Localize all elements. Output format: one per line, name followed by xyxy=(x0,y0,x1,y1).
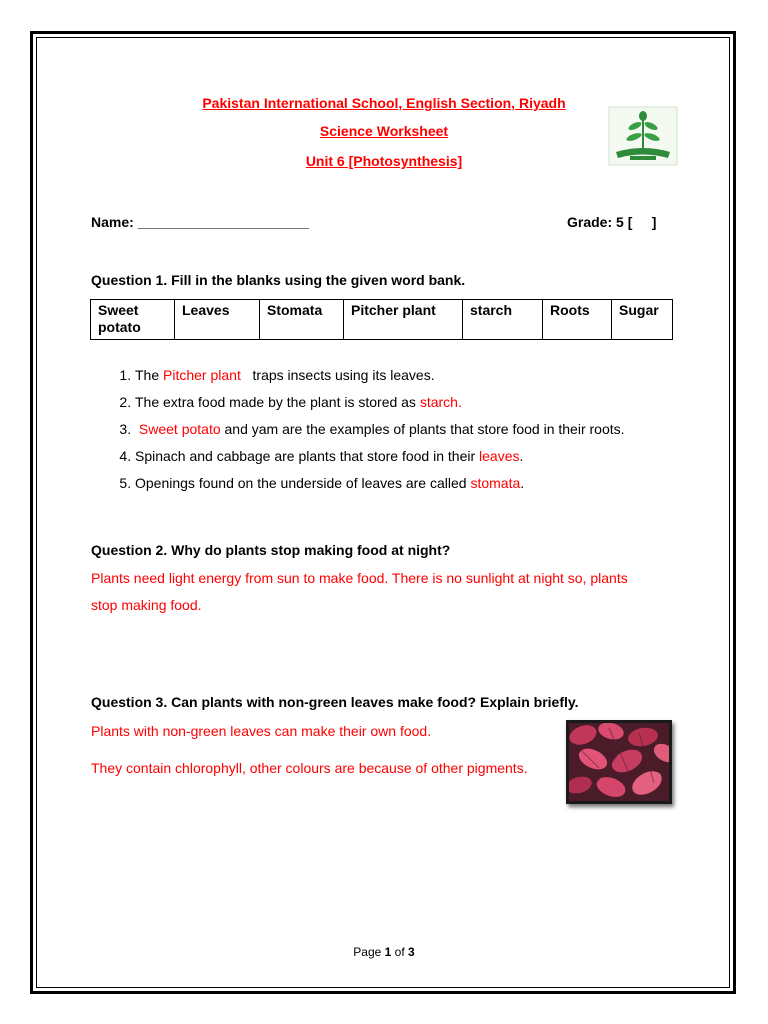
answer-text: Sweet potato xyxy=(138,421,221,437)
word-bank-cell: Sweet potato xyxy=(91,300,175,340)
word-bank-cell: starch xyxy=(463,300,543,340)
page-footer: Page 1 of 3 xyxy=(353,945,415,959)
page-border-inner xyxy=(36,37,730,988)
red-leaves-image-icon xyxy=(569,723,669,801)
question-1-title: Question 1. Fill in the blanks using the given word bank. xyxy=(91,272,466,288)
answer-text: leaves xyxy=(479,448,520,464)
list-item: 1. The Pitcher plant traps insects using its leaves. xyxy=(135,366,625,393)
coleus-leaves-photo xyxy=(566,720,672,804)
answer-text: Pitcher plant xyxy=(163,367,241,383)
word-bank-cell: Pitcher plant xyxy=(344,300,463,340)
word-bank-cell: Roots xyxy=(543,300,612,340)
page-number: 1 xyxy=(384,945,392,959)
question-3-answer-line-1: Plants with non-green leaves can make their own food. xyxy=(91,723,432,739)
question-2-answer-line-1: Plants need light energy from sun to make food. There is no sunlight at night so, plants xyxy=(91,570,628,586)
list-item: 4. Spinach and cabbage are plants that store food in their leaves. xyxy=(135,447,625,474)
word-bank-table xyxy=(90,299,673,340)
school-logo-icon xyxy=(608,106,678,166)
list-item: 5. Openings found on the underside of leaves are called stomata. xyxy=(135,474,625,501)
word-bank-cell: Stomata xyxy=(260,300,344,340)
word-bank-cell: Sugar xyxy=(612,300,673,340)
fill-in-blanks-list xyxy=(90,366,625,501)
question-3-answer-line-2: They contain chlorophyll, other colours are because of other pigments. xyxy=(91,760,528,776)
answer-text: stomata xyxy=(470,475,521,491)
list-item: 3. Sweet potato and yam are the examples of plants that store food in their roots. xyxy=(135,420,625,447)
unit-title: Unit 6 [Photosynthesis] xyxy=(305,153,463,169)
list-item: 2. The extra food made by the plant is stored as starch. xyxy=(135,393,625,420)
word-bank-cell: Leaves xyxy=(175,300,260,340)
page-total: 3 xyxy=(408,945,415,959)
question-2-title: Question 2. Why do plants stop making food at night? xyxy=(91,542,451,558)
grade-label: Grade: 5 [ ] xyxy=(567,214,657,230)
name-label: Name: ______________________ xyxy=(91,214,309,230)
question-3-title: Question 3. Can plants with non-green leaves make food? Explain briefly. xyxy=(91,694,579,710)
question-2-answer-line-2: stop making food. xyxy=(91,597,202,613)
school-title: Pakistan International School, English Section, Riyadh xyxy=(202,95,566,111)
answer-text: starch. xyxy=(419,394,462,410)
worksheet-title: Science Worksheet xyxy=(319,123,449,139)
